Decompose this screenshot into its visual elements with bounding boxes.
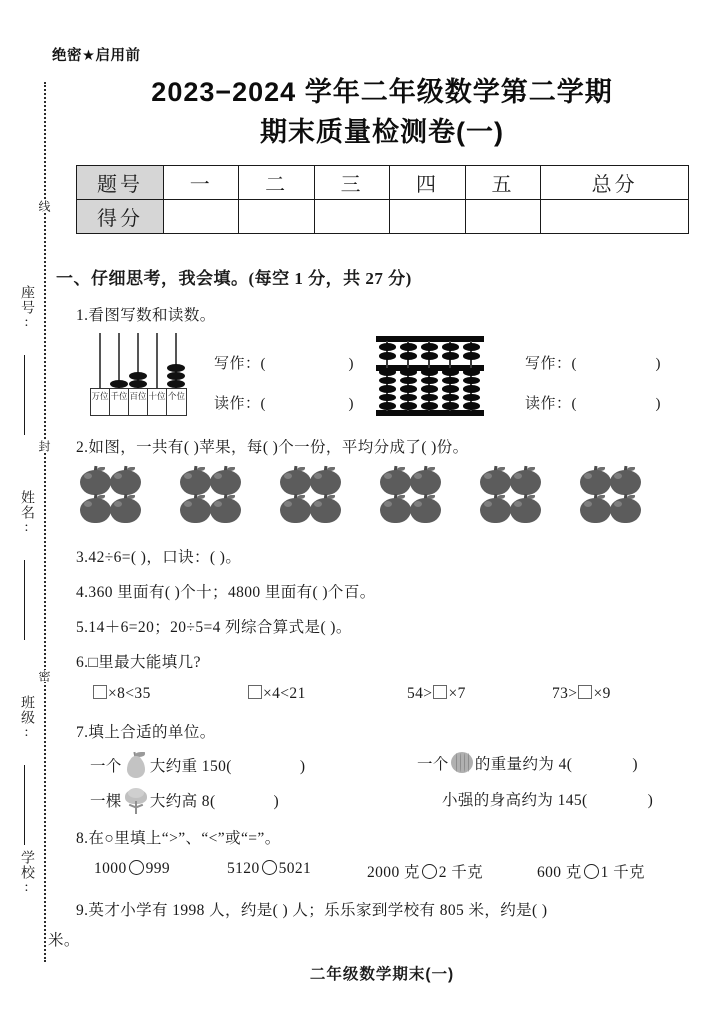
exam-page	[48, 0, 724, 1024]
q8-right-1: 999	[145, 860, 171, 877]
counting-frame-diagram	[90, 333, 196, 415]
abacus-bead-lower	[442, 385, 459, 393]
q6-item-2-post: ×4<21	[263, 685, 306, 702]
abacus-bead-lower	[400, 377, 417, 385]
apple-icon	[180, 494, 211, 523]
q7-height-text: 小强的身高约为 145(	[442, 792, 588, 809]
seal-word-feng: 封	[37, 440, 51, 452]
q7-tree-pre: 一棵	[90, 793, 122, 810]
q8-right-2: 5021	[278, 860, 312, 877]
score-table-col-total: 总分	[541, 166, 689, 200]
abacus-frame-bottom	[376, 410, 484, 416]
abacus-bead-lower	[442, 402, 459, 410]
abacus-bead-lower	[400, 402, 417, 410]
abacus-bead-lower	[421, 377, 438, 385]
apple-icon	[110, 466, 141, 495]
counter-bead	[129, 380, 147, 388]
score-cell-4[interactable]	[390, 200, 465, 234]
abacus-bead-upper	[421, 352, 438, 360]
abacus-bead-lower	[463, 368, 480, 376]
page-footer: 二年级数学期末(一)	[309, 966, 455, 983]
abacus-bead-upper	[463, 343, 480, 351]
q8-left-1: 1000	[94, 860, 127, 877]
q6-item-4	[552, 685, 611, 703]
score-cell-2[interactable]	[239, 200, 314, 234]
question-4-text: 4.360 里面有( )个十；4800 里面有( )个百。	[76, 584, 376, 601]
q7-melon-pre: 一个	[417, 756, 449, 773]
score-table-col-1: 一	[164, 166, 239, 200]
abacus-bead-upper	[379, 352, 396, 360]
q7-item-pear	[90, 752, 305, 778]
abacus-bead-lower	[400, 385, 417, 393]
score-cell-total[interactable]	[541, 200, 689, 234]
counter-place-label: 万位	[91, 391, 109, 401]
q8-compare-3	[367, 860, 483, 882]
abacus-bead-lower	[442, 377, 459, 385]
apple-icon	[410, 494, 441, 523]
score-table-row-label-score: 得分	[77, 200, 164, 234]
seal-fields-column	[10, 90, 40, 960]
q7-item-height	[442, 788, 653, 810]
abacus-bead-lower	[421, 394, 438, 402]
apple-group	[80, 466, 146, 528]
q7-item-melon	[417, 752, 638, 774]
apple-icon	[380, 466, 411, 495]
q8-left-3: 2000 克	[367, 864, 420, 881]
q6-item-1-post: ×8<35	[108, 685, 151, 702]
seal-line-1	[24, 355, 25, 435]
apple-icon	[280, 466, 311, 495]
apple-icon	[280, 494, 311, 523]
abacus-bead-lower	[379, 394, 396, 402]
q6-item-3	[407, 685, 466, 703]
square-box-icon[interactable]	[578, 685, 592, 699]
table-row-headers	[77, 166, 689, 200]
q7-pear-pre: 一个	[90, 758, 122, 775]
q7-tree-close: )	[273, 793, 280, 810]
q1-left-write-text: 写作：(	[214, 356, 266, 372]
q1-right-write-label	[525, 352, 661, 373]
abacus-bead-lower	[463, 402, 480, 410]
apple-icon	[310, 466, 341, 495]
score-table-col-2: 二	[239, 166, 314, 200]
apple-icon	[510, 466, 541, 495]
counter-bead	[167, 372, 185, 380]
score-table-col-4: 四	[390, 166, 465, 200]
abacus-bead-lower	[379, 368, 396, 376]
secret-notice: 绝密★启用前	[52, 48, 141, 64]
counter-place-bai	[129, 389, 148, 415]
abacus-diagram	[376, 336, 484, 416]
q7-item-tree	[90, 788, 279, 814]
abacus-bead-lower	[400, 394, 417, 402]
abacus-bead-upper	[400, 343, 417, 351]
seal-field-class: 班级:	[19, 695, 34, 741]
abacus-bead-upper	[379, 343, 396, 351]
score-table-col-3: 三	[314, 166, 389, 200]
score-cell-1[interactable]	[164, 200, 239, 234]
tree-icon	[124, 788, 148, 814]
title-line-1: 2023−2024 学年二年级数学第二学期	[151, 77, 613, 107]
q6-item-2	[247, 685, 306, 703]
abacus-bead-lower	[379, 385, 396, 393]
seal-line-3	[24, 765, 25, 845]
score-table	[76, 165, 689, 234]
counter-place-qian	[110, 389, 129, 415]
counter-place-label: 十位	[148, 391, 166, 401]
q1-left-write-label	[214, 352, 354, 373]
pear-icon	[124, 752, 148, 778]
circle-blank-icon[interactable]	[584, 864, 599, 879]
q8-left-4: 600 克	[537, 864, 582, 881]
seal-dotted-line	[44, 82, 46, 962]
counter-place-wan	[91, 389, 110, 415]
seal-field-name: 姓名:	[19, 490, 34, 536]
counter-bead	[167, 380, 185, 388]
apple-icon	[410, 466, 441, 495]
seal-word-xian: 线	[37, 200, 51, 212]
apple-group	[480, 466, 546, 528]
watermelon-icon	[451, 752, 473, 774]
q1-right-read-text: 读作：(	[525, 396, 577, 412]
seal-field-seat: 座号:	[19, 285, 34, 331]
counter-place-ge	[167, 389, 186, 415]
abacus-bead-upper	[400, 352, 417, 360]
q6-item-1	[92, 685, 151, 703]
abacus-bead-lower	[421, 385, 438, 393]
circle-blank-icon[interactable]	[422, 864, 437, 879]
apple-icon	[380, 494, 411, 523]
q7-pear-close: )	[299, 758, 306, 775]
q6-item-3-post: ×7	[448, 685, 466, 702]
apple-icon	[480, 494, 511, 523]
abacus-bead-lower	[400, 368, 417, 376]
apple-icon	[610, 466, 641, 495]
abacus-bead-lower	[463, 377, 480, 385]
q1-right-write-text: 写作：(	[525, 356, 577, 372]
apple-group	[580, 466, 646, 528]
apple-icon	[110, 494, 141, 523]
q8-right-3: 2 千克	[438, 864, 484, 881]
abacus-bead-lower	[421, 368, 438, 376]
apple-icon	[210, 494, 241, 523]
q1-left-read-close: )	[348, 396, 354, 412]
counter-place-label: 千位	[110, 391, 128, 401]
q1-right-read-label	[525, 392, 661, 413]
counter-place-label: 个位	[167, 391, 185, 401]
counter-bead	[167, 364, 185, 372]
circle-blank-icon[interactable]	[262, 860, 277, 875]
question-9-wrap: 米。	[48, 932, 80, 949]
q1-right-write-close: )	[655, 356, 661, 372]
q7-melon-close: )	[632, 756, 638, 773]
question-7-text: 7.填上合适的单位。	[76, 724, 216, 741]
square-box-icon[interactable]	[433, 685, 447, 699]
counter-bead	[110, 380, 128, 388]
abacus-bead-lower	[442, 368, 459, 376]
score-table-row-label-question: 题号	[77, 166, 164, 200]
q6-item-3-pre: 54>	[407, 685, 433, 702]
abacus-bead-upper	[421, 343, 438, 351]
question-2-text: 2.如图，一共有( )苹果，每( )个一份，平均分成了( )份。	[76, 439, 469, 456]
question-8-text: 8.在○里填上“>”、“<”或“=”。	[76, 830, 281, 847]
circle-blank-icon[interactable]	[129, 860, 144, 875]
title-line-2: 期末质量检测卷(一)	[260, 117, 504, 147]
abacus-bead-lower	[379, 377, 396, 385]
q6-item-4-post: ×9	[593, 685, 611, 702]
score-cell-5[interactable]	[465, 200, 540, 234]
abacus-bead-upper	[463, 352, 480, 360]
question-5-text: 5.14＋6=20；20÷5=4 列综合算式是( )。	[76, 619, 352, 636]
q1-left-write-close: )	[348, 356, 354, 372]
seal-word-mi: 密	[37, 670, 51, 682]
apple-icon	[580, 466, 611, 495]
square-box-icon[interactable]	[93, 685, 107, 699]
q6-item-4-pre: 73>	[552, 685, 578, 702]
question-1-text: 1.看图写数和读数。	[76, 307, 216, 324]
page-title	[62, 72, 702, 152]
apple-icon	[180, 466, 211, 495]
q8-left-2: 5120	[227, 860, 260, 877]
apple-groups-diagram	[80, 466, 700, 528]
table-row-scores	[77, 200, 689, 234]
q1-right-read-close: )	[655, 396, 661, 412]
abacus-bead-lower	[463, 385, 480, 393]
section-heading-one: 一、仔细思考，我会填。(每空 1 分，共 27 分)	[56, 269, 412, 288]
counter-bead	[129, 372, 147, 380]
apple-icon	[480, 466, 511, 495]
q7-melon-post: 的重量约为 4(	[474, 756, 573, 773]
apple-icon	[210, 466, 241, 495]
q7-pear-post: 大约重 150(	[149, 758, 232, 775]
abacus-bead-lower	[463, 394, 480, 402]
apple-group	[380, 466, 446, 528]
apple-icon	[610, 494, 641, 523]
question-3-text: 3.42÷6=( )，口诀：( )。	[76, 549, 242, 566]
q1-left-read-text: 读作：(	[214, 396, 266, 412]
q1-left-read-label	[214, 392, 354, 413]
apple-group	[280, 466, 346, 528]
seal-field-school: 学校:	[19, 850, 34, 896]
seal-line-2	[24, 560, 25, 640]
q8-compare-4	[537, 860, 645, 882]
abacus-bead-lower	[379, 402, 396, 410]
abacus-bead-upper	[442, 343, 459, 351]
abacus-bead-upper	[442, 352, 459, 360]
square-box-icon[interactable]	[248, 685, 262, 699]
q7-tree-post: 大约高 8(	[149, 793, 216, 810]
seal-strip	[0, 0, 62, 1024]
q8-compare-2	[227, 860, 311, 878]
counter-place-shi	[148, 389, 167, 415]
apple-icon	[510, 494, 541, 523]
counter-rod-4	[156, 333, 158, 389]
question-9-text: 9.英才小学有 1998 人，约是( ) 人；乐乐家到学校有 805 米，约是( )	[76, 902, 548, 919]
q8-right-4: 1 千克	[600, 864, 645, 881]
q7-height-close: )	[647, 792, 654, 809]
apple-icon	[580, 494, 611, 523]
abacus-bead-lower	[442, 394, 459, 402]
q8-compare-1	[94, 860, 170, 878]
counter-rod-1	[99, 333, 101, 389]
counter-place-labels	[90, 388, 187, 416]
abacus-frame-top	[376, 336, 484, 342]
counter-place-label: 百位	[129, 391, 147, 401]
apple-icon	[80, 494, 111, 523]
score-cell-3[interactable]	[314, 200, 389, 234]
score-table-col-5: 五	[465, 166, 540, 200]
apple-group	[180, 466, 246, 528]
abacus-bead-lower	[421, 402, 438, 410]
apple-icon	[310, 494, 341, 523]
question-6-text: 6.□里最大能填几?	[76, 654, 201, 671]
apple-icon	[80, 466, 111, 495]
